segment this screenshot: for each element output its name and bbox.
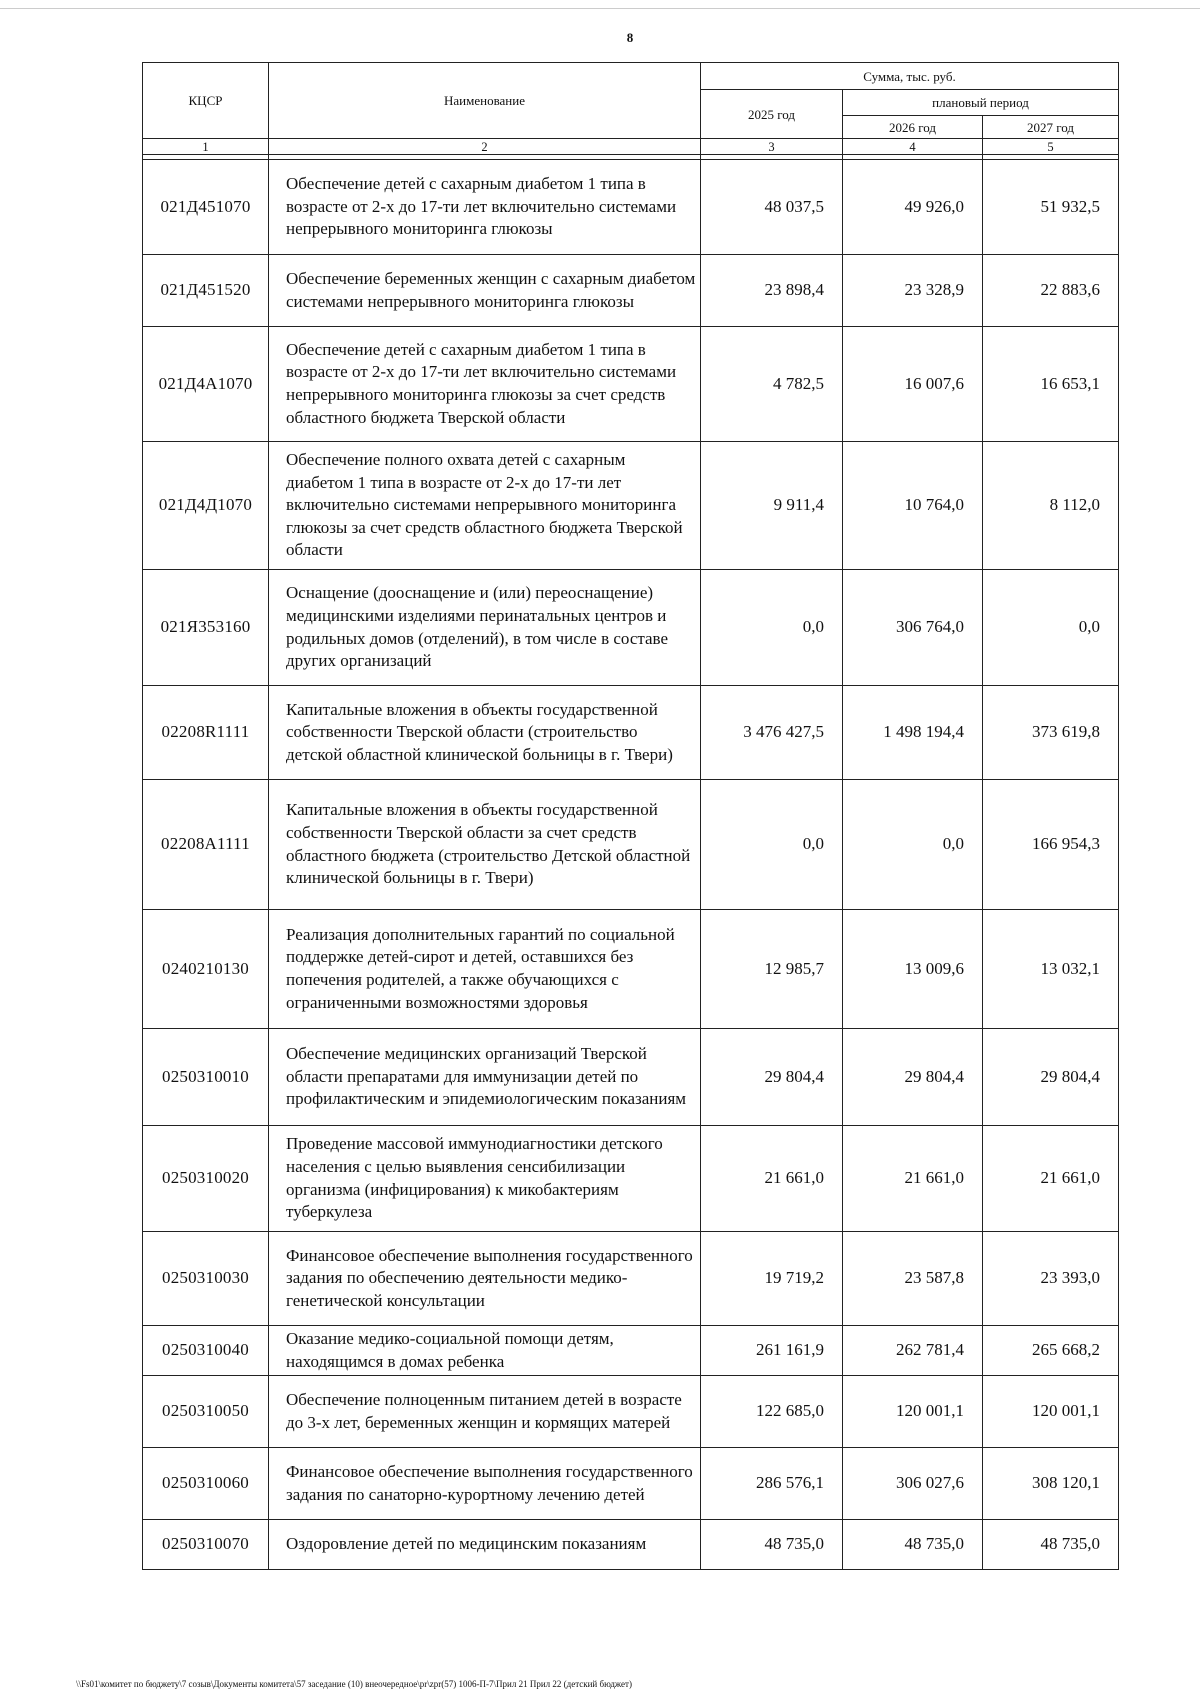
amount-2025-cell: 0,0 [701,570,843,686]
table-row [143,1520,1119,1570]
kcsr-code-cell: 021Д4А1070 [143,327,269,442]
kcsr-code-cell: 021Д4Д1070 [143,442,269,570]
table-row [143,1029,1119,1126]
kcsr-code-cell: 02208R1111 [143,686,269,780]
table-row [143,780,1119,910]
item-name-cell: Обеспечение полного охвата детей с сахарным диабетом 1 типа в возрасте от 2-х до 17-ти лет включительно системами непрерывного мониторинга глюкозы за счет средств областного бюджета Тверской области [269,442,701,570]
amount-2026-cell: 1 498 194,4 [843,686,983,780]
amount-2025-cell: 122 685,0 [701,1376,843,1448]
amount-2027-cell: 120 001,1 [983,1376,1119,1448]
amount-2026-cell: 262 781,4 [843,1326,983,1376]
amount-2025-cell: 12 985,7 [701,910,843,1029]
table-row [143,255,1119,327]
amount-2026-cell: 23 587,8 [843,1232,983,1326]
table-row [143,1448,1119,1520]
kcsr-code-cell: 02208А1111 [143,780,269,910]
amount-2025-cell: 19 719,2 [701,1232,843,1326]
amount-2027-cell: 16 653,1 [983,327,1119,442]
page-number: 8 [626,30,634,45]
table-row [143,1376,1119,1448]
item-name-cell: Капитальные вложения в объекты государственной собственности Тверской области (строительство детской областной клинической больницы в г. Твери) [269,686,701,780]
item-name-cell: Реализация дополнительных гарантий по социальной поддержке детей-сирот и детей, оставшихся без попечения родителей, а также обучающихся с ограниченными возможностями здоровья [269,910,701,1029]
kcsr-code-cell: 0250310040 [143,1326,269,1376]
amount-2027-cell: 13 032,1 [983,910,1119,1029]
item-name-cell: Финансовое обеспечение выполнения государственного задания по санаторно-курортному лечению детей [269,1448,701,1520]
amount-2025-cell: 261 161,9 [701,1326,843,1376]
amount-2026-cell: 29 804,4 [843,1029,983,1126]
amount-2025-cell: 0,0 [701,780,843,910]
column-number: 3 [701,139,843,155]
kcsr-code-cell: 021Д451070 [143,160,269,255]
amount-2025-cell: 3 476 427,5 [701,686,843,780]
amount-2025-cell: 4 782,5 [701,327,843,442]
column-number: 5 [983,139,1119,155]
column-number: 2 [269,139,701,155]
table-row [143,1326,1119,1376]
amount-2025-cell: 48 735,0 [701,1520,843,1570]
table-row [143,1232,1119,1326]
amount-2025-cell: 21 661,0 [701,1126,843,1232]
amount-2027-cell: 22 883,6 [983,255,1119,327]
kcsr-code-cell: 021Я353160 [143,570,269,686]
table-row [143,327,1119,442]
amount-2026-cell: 16 007,6 [843,327,983,442]
budget-table [142,62,1119,1570]
amount-2027-cell: 265 668,2 [983,1326,1119,1376]
table-row [143,1126,1119,1232]
header-name: Наименование [269,63,701,139]
header-planned-period: плановый период [843,90,1119,116]
top-edge-rule [0,8,1200,9]
column-number: 1 [143,139,269,155]
amount-2027-cell: 308 120,1 [983,1448,1119,1520]
amount-2025-cell: 48 037,5 [701,160,843,255]
amount-2026-cell: 0,0 [843,780,983,910]
header-year-2025: 2025 год [701,90,843,139]
column-numbers-row [143,139,1119,155]
item-name-cell: Обеспечение медицинских организаций Тверской области препаратами для иммунизации детей по профилактическим и эпидемиологическим показаниям [269,1029,701,1126]
item-name-cell: Обеспечение детей с сахарным диабетом 1 типа в возрасте от 2-х до 17-ти лет включительно системами непрерывного мониторинга глюкозы за счет средств областного бюджета Тверской области [269,327,701,442]
amount-2025-cell: 23 898,4 [701,255,843,327]
amount-2026-cell: 49 926,0 [843,160,983,255]
kcsr-code-cell: 0250310010 [143,1029,269,1126]
kcsr-code-cell: 0250310020 [143,1126,269,1232]
item-name-cell: Оказание медико-социальной помощи детям, находящимся в домах ребенка [269,1326,701,1376]
item-name-cell: Обеспечение детей с сахарным диабетом 1 типа в возрасте от 2-х до 17-ти лет включительно системами непрерывного мониторинга глюкозы [269,160,701,255]
header-sum: Сумма, тыс. руб. [701,63,1119,90]
amount-2027-cell: 23 393,0 [983,1232,1119,1326]
table-body [143,160,1119,1570]
item-name-cell: Капитальные вложения в объекты государственной собственности Тверской области за счет средств областного бюджета (строительство Детской областной клинической больницы в г. Твери) [269,780,701,910]
item-name-cell: Финансовое обеспечение выполнения государственного задания по обеспечению деятельности медико-генетической консультации [269,1232,701,1326]
table-row [143,442,1119,570]
amount-2026-cell: 23 328,9 [843,255,983,327]
table-row [143,160,1119,255]
amount-2027-cell: 0,0 [983,570,1119,686]
kcsr-code-cell: 0240210130 [143,910,269,1029]
kcsr-code-cell: 0250310050 [143,1376,269,1448]
amount-2025-cell: 29 804,4 [701,1029,843,1126]
item-name-cell: Оздоровление детей по медицинским показаниям [269,1520,701,1570]
amount-2026-cell: 21 661,0 [843,1126,983,1232]
amount-2027-cell: 166 954,3 [983,780,1119,910]
amount-2026-cell: 306 027,6 [843,1448,983,1520]
header-year-2026: 2026 год [843,116,983,139]
table-row [143,686,1119,780]
header-year-2027: 2027 год [983,116,1119,139]
table-row [143,570,1119,686]
item-name-cell: Обеспечение полноценным питанием детей в возрасте до 3-х лет, беременных женщин и кормящих матерей [269,1376,701,1448]
amount-2027-cell: 29 804,4 [983,1029,1119,1126]
amount-2027-cell: 21 661,0 [983,1126,1119,1232]
kcsr-code-cell: 0250310030 [143,1232,269,1326]
amount-2027-cell: 51 932,5 [983,160,1119,255]
kcsr-code-cell: 021Д451520 [143,255,269,327]
footer-file-path: \\Fs01\комитет по бюджету\7 созыв\Документы комитета\57 заседание (10) внеочередное\pr\zpr(57) 1006-П-7\Прил 21 Прил 22 (детский бюджет) [76,1679,632,1689]
amount-2025-cell: 286 576,1 [701,1448,843,1520]
amount-2025-cell: 9 911,4 [701,442,843,570]
amount-2027-cell: 48 735,0 [983,1520,1119,1570]
amount-2026-cell: 10 764,0 [843,442,983,570]
amount-2027-cell: 373 619,8 [983,686,1119,780]
column-number: 4 [843,139,983,155]
item-name-cell: Обеспечение беременных женщин с сахарным диабетом системами непрерывного мониторинга глюкозы [269,255,701,327]
table-row [143,910,1119,1029]
kcsr-code-cell: 0250310070 [143,1520,269,1570]
amount-2026-cell: 306 764,0 [843,570,983,686]
table-header [143,63,1119,160]
amount-2026-cell: 13 009,6 [843,910,983,1029]
kcsr-code-cell: 0250310060 [143,1448,269,1520]
amount-2026-cell: 120 001,1 [843,1376,983,1448]
item-name-cell: Проведение массовой иммунодиагностики детского населения с целью выявления сенсибилизации организма (инфицирования) к микобактериям туберкулеза [269,1126,701,1232]
amount-2027-cell: 8 112,0 [983,442,1119,570]
amount-2026-cell: 48 735,0 [843,1520,983,1570]
header-code: КЦСР [143,63,269,139]
item-name-cell: Оснащение (дооснащение и (или) переоснащение) медицинскими изделиями перинатальных центров и родильных домов (отделений), в том числе в составе других организаций [269,570,701,686]
